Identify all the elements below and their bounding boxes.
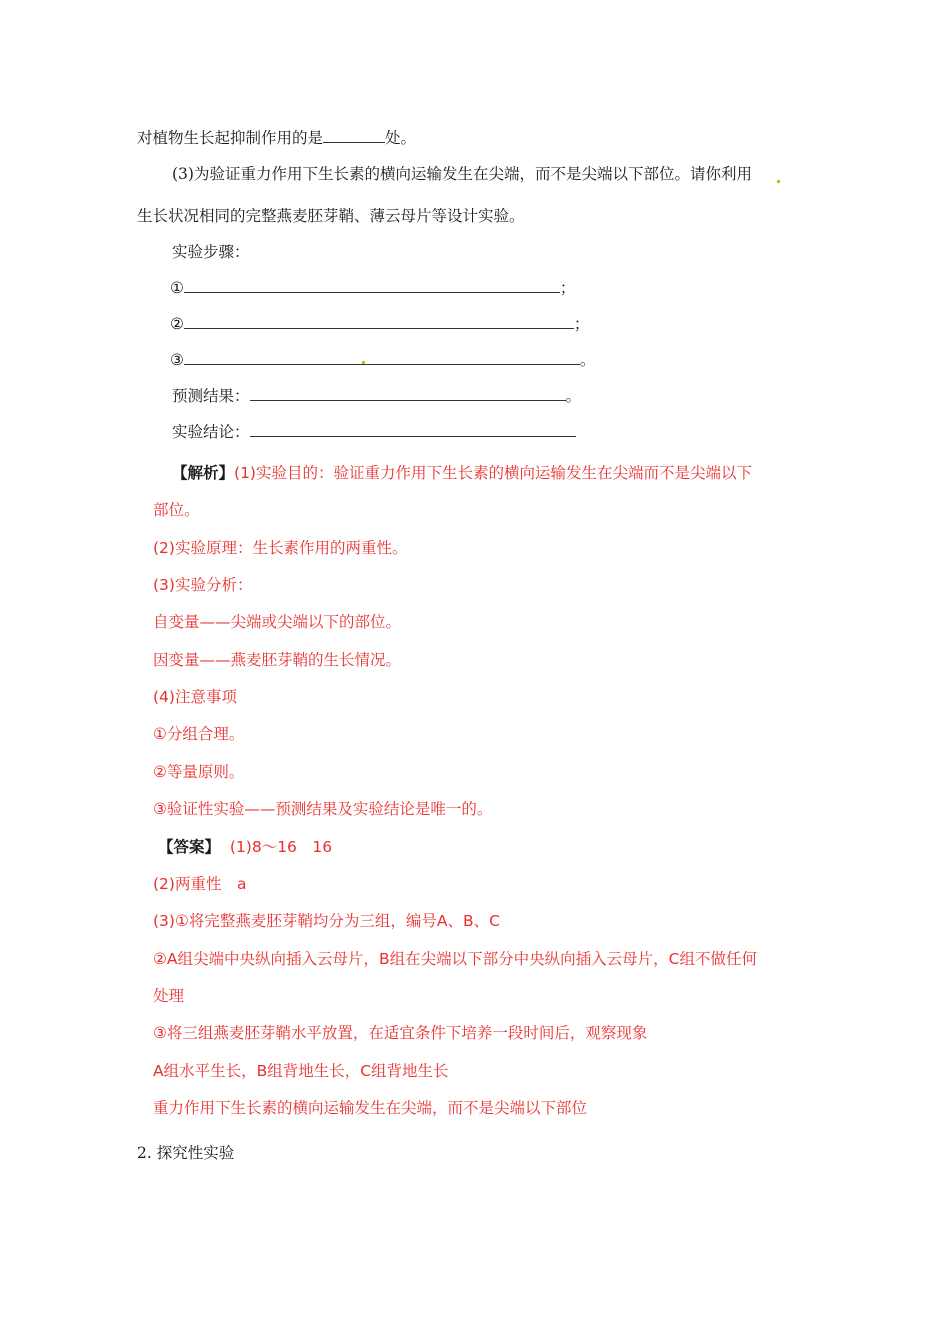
conclusion-line <box>172 422 576 442</box>
answer-line-4: ②A组尖端中央纵向插入云母片，B组在尖端以下部分中央纵向插入云母片，C组不做任何 <box>153 950 757 968</box>
question-3-line-1: (3)为验证重力作用下生长素的横向运输发生在尖端，而不是尖端以下部位。请你利用 <box>172 165 752 183</box>
step-2-end: ； <box>573 315 590 333</box>
step-2-blank[interactable] <box>184 314 574 329</box>
answer-line-5: 处理 <box>153 987 185 1005</box>
answer-text-1: (1)8～16 16 <box>229 838 333 856</box>
step-3-line <box>170 350 595 370</box>
answer-line-2: (2)两重性 a <box>153 875 247 893</box>
analysis-line-8: ①分组合理。 <box>153 725 245 743</box>
answer-line-3: (3)①将完整燕麦胚芽鞘均分为三组，编号A、B、C <box>153 912 500 930</box>
stray-mark <box>777 180 780 183</box>
step-3-marker: ③ <box>170 351 184 369</box>
answer-line-6: ③将三组燕麦胚芽鞘水平放置，在适宜条件下培养一段时间后，观察现象 <box>153 1024 648 1042</box>
conclusion-label: 实验结论： <box>172 423 250 441</box>
analysis-line-7: (4)注意事项 <box>153 688 237 706</box>
analysis-line-3: (2)实验原理：生长素作用的两重性。 <box>153 539 408 557</box>
step-1-marker: ① <box>170 279 184 297</box>
question-3-line-2: 生长状况相同的完整燕麦胚芽鞘、薄云母片等设计实验。 <box>137 207 525 225</box>
result-end: 。 <box>565 387 582 405</box>
question-tail-suffix: 处。 <box>385 129 417 147</box>
result-blank[interactable] <box>250 386 566 401</box>
analysis-text-1: (1)实验目的：验证重力作用下生长素的横向运输发生在尖端而不是尖端以下 <box>234 464 752 482</box>
analysis-line-10: ③验证性实验——预测结果及实验结论是唯一的。 <box>153 800 493 818</box>
step-1-line <box>170 278 575 298</box>
result-line <box>172 386 581 406</box>
analysis-line-4: (3)实验分析： <box>153 576 253 594</box>
step-1-end: ； <box>559 279 576 297</box>
analysis-line-1 <box>172 463 752 483</box>
step-3-blank[interactable] <box>184 350 580 365</box>
step-2-marker: ② <box>170 315 184 333</box>
steps-label: 实验步骤： <box>172 243 250 261</box>
result-label: 预测结果： <box>172 387 250 405</box>
analysis-line-2: 部位。 <box>153 501 200 519</box>
step-1-blank[interactable] <box>184 278 560 293</box>
answer-blank[interactable] <box>323 128 385 143</box>
step-3-end: 。 <box>579 351 596 369</box>
analysis-line-6: 因变量——燕麦胚芽鞘的生长情况。 <box>153 651 402 669</box>
question-tail-line <box>137 128 416 148</box>
analysis-tag: 【解析】 <box>172 464 235 482</box>
answer-line-7: A组水平生长，B组背地生长，C组背地生长 <box>153 1062 449 1080</box>
answer-tag: 【答案】 <box>158 838 221 856</box>
step-2-line <box>170 314 589 334</box>
conclusion-blank[interactable] <box>250 422 576 437</box>
stray-mark <box>362 361 365 364</box>
answer-line-1 <box>158 837 332 857</box>
answer-line-8: 重力作用下生长素的横向运输发生在尖端，而不是尖端以下部位 <box>153 1099 588 1117</box>
section-2-heading: 2. 探究性实验 <box>137 1144 235 1162</box>
question-tail-prefix: 对植物生长起抑制作用的是 <box>137 129 324 147</box>
analysis-line-9: ②等量原则。 <box>153 763 245 781</box>
analysis-line-5: 自变量——尖端或尖端以下的部位。 <box>153 613 402 631</box>
